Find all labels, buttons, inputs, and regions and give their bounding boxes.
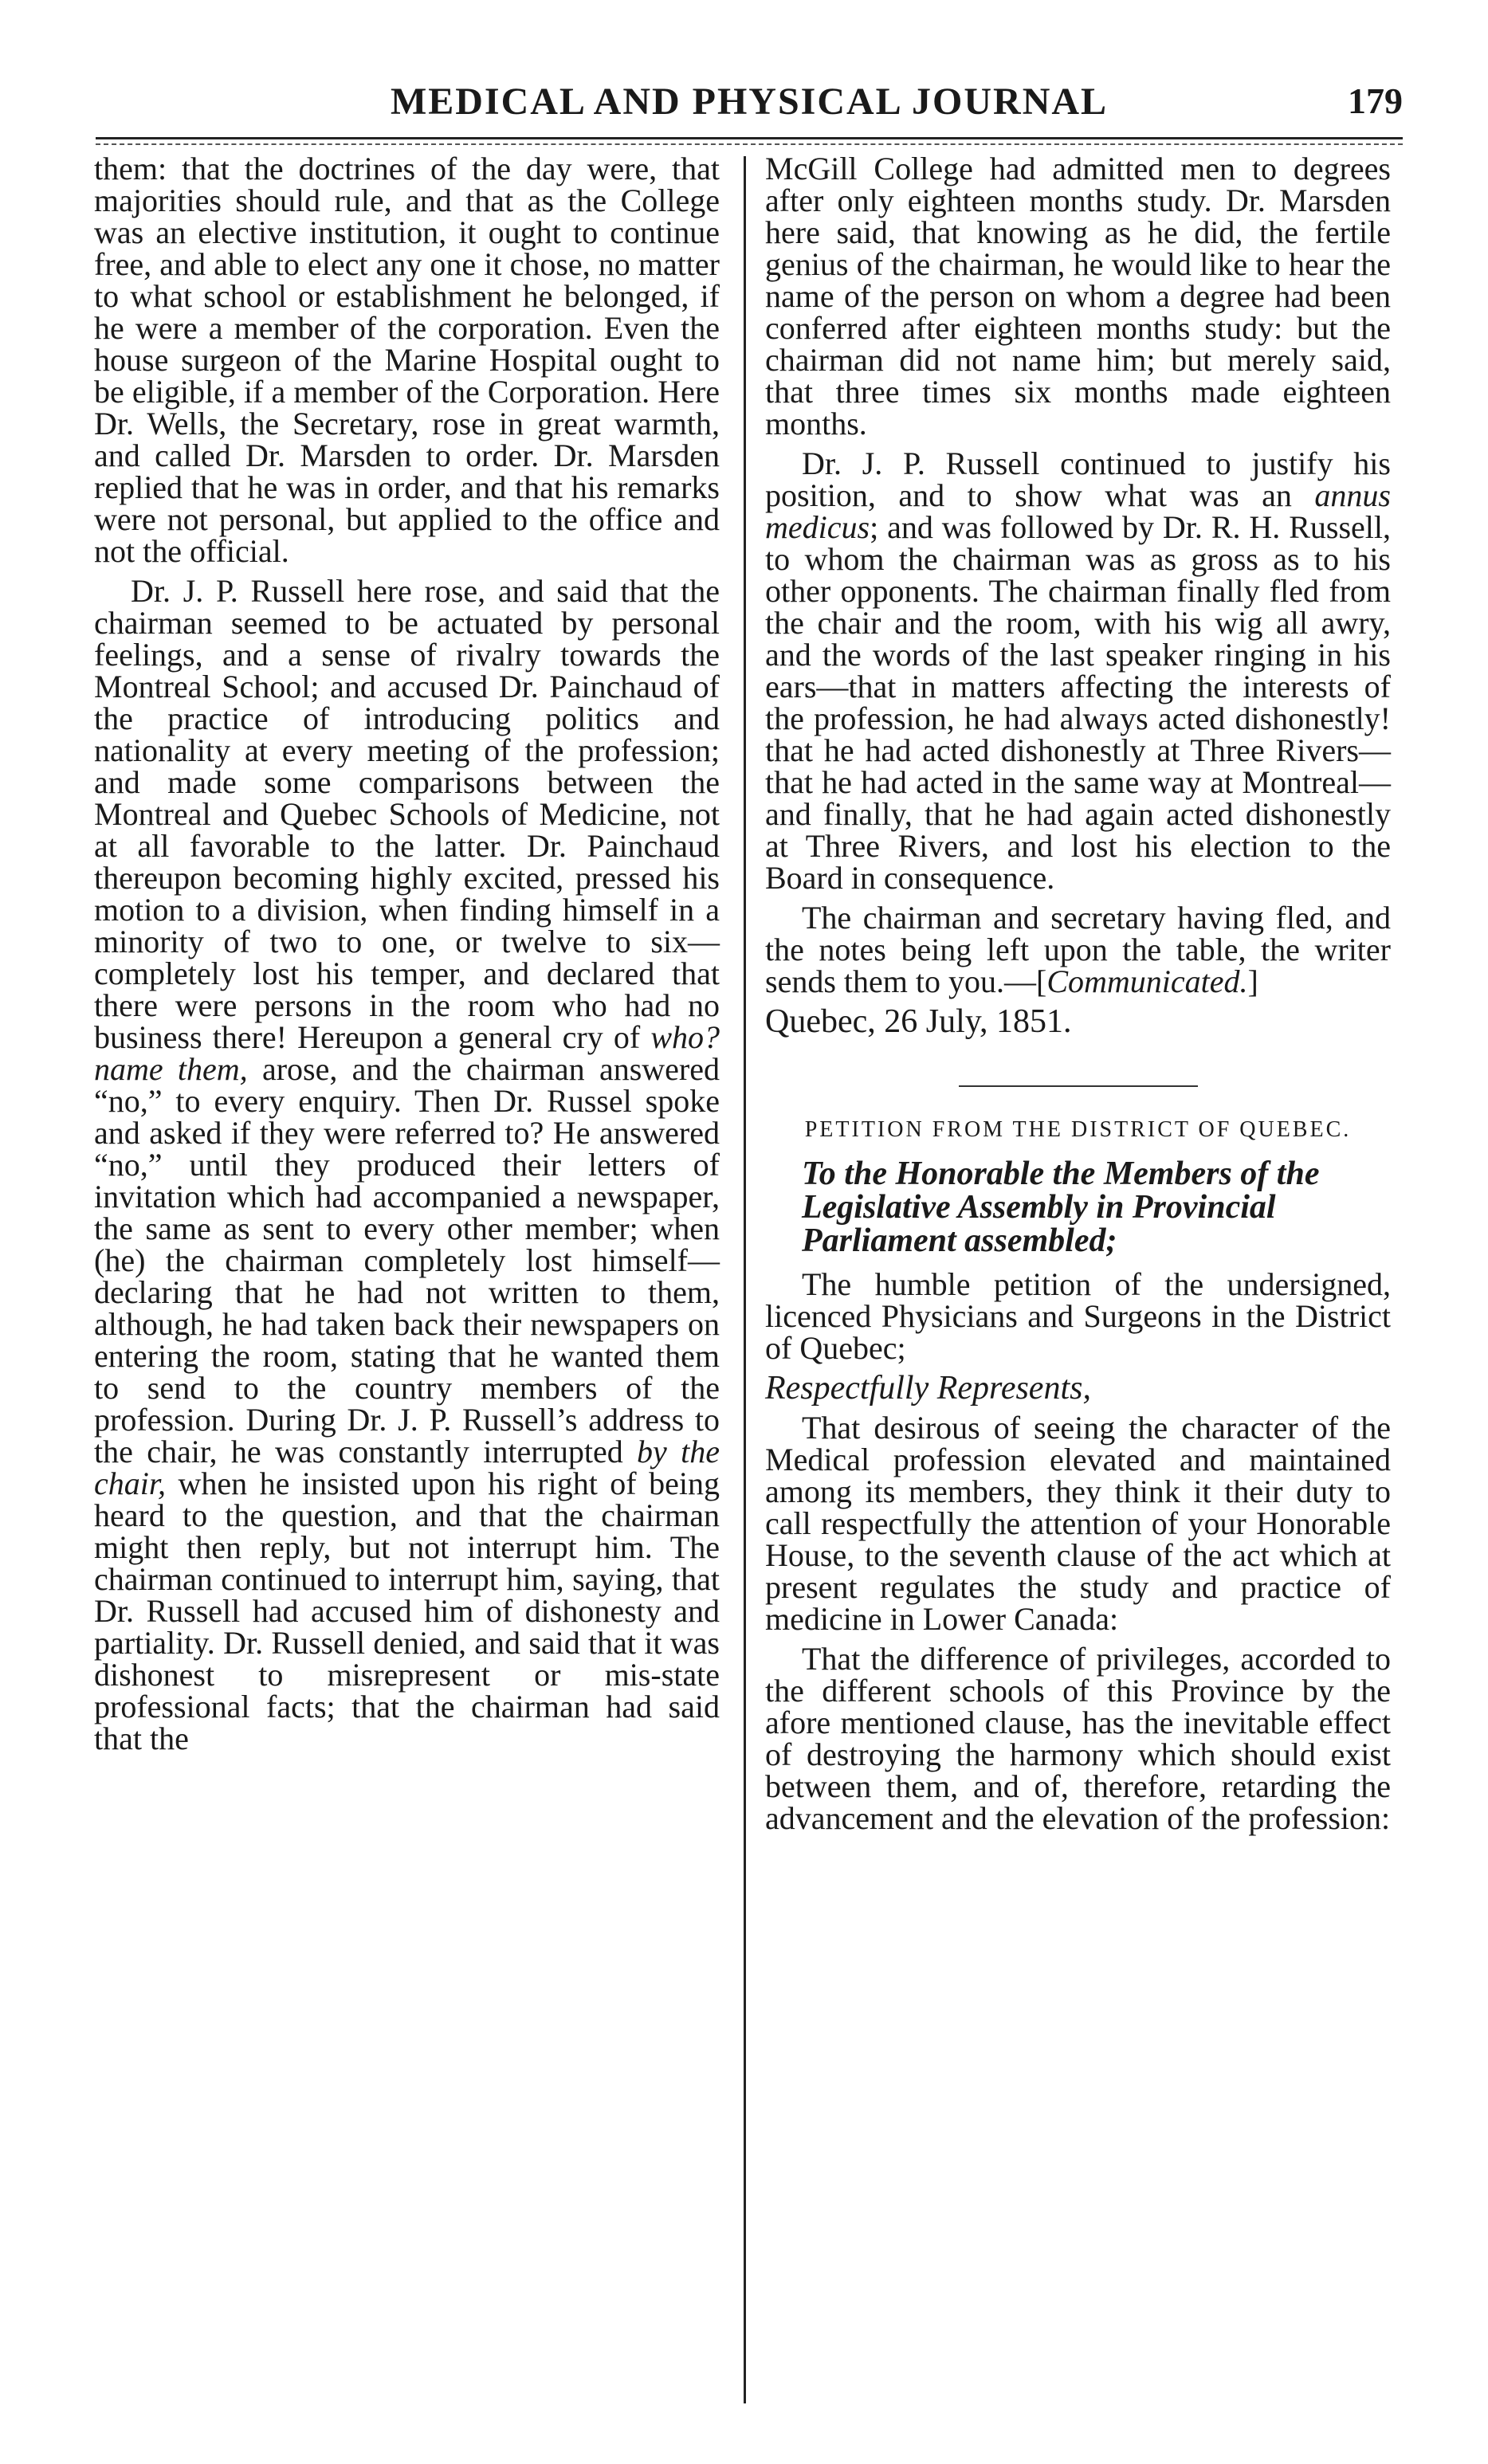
- header-rule-dashed: [96, 143, 1403, 145]
- left-paragraph-2: [94, 575, 720, 1755]
- right-p3-text-a: The chairman and secretary having fled, and the notes being left upon the table, the writer sends them to you.—[: [765, 900, 1391, 999]
- represents-line: Respectfully Represents,: [765, 1370, 1091, 1407]
- column-divider: [744, 156, 746, 2403]
- right-paragraph-5: That desirous of seeing the character of the Medical profession elevated and maintained among its members, they think it their duty to call respectfully the attention of your Honorable House, to the seventh clause of the act which at present regulates the study and practice of medicine in Lower Canada:: [765, 1410, 1391, 1637]
- right-p2-text-a: Dr. J. P. Russell continued to justify his position, and to show what was an: [765, 445, 1391, 513]
- section-rule: [959, 1085, 1198, 1087]
- left-paragraph-1: them: that the doctrines of the day were, that majorities should rule, and that as the College was an elective institution, it ought to continue free, and able to elect any one it chose, no matter to what school or establishment he belonged, if he were a member of the corporation. Even the house surgeon of the Marine Hospital ought to be eligible, if a member of the Corporation. Here Dr. Wells, the Secretary, rose in great warmth, and called Dr. Marsden to order. Dr. Marsden replied that he was in order, and that his remarks were not personal, but applied to the office and not the official.: [94, 151, 720, 569]
- left-p2-italic-2: by the chair,: [94, 1434, 720, 1501]
- left-p2-italic-1: who? name them,: [94, 1019, 720, 1087]
- right-p2-italic: annus medicus: [765, 477, 1391, 545]
- left-p2-text-a: Dr. J. P. Russell here rose, and said that the chairman seemed to be actuated by personal feelings, and a sense of rivalry towards the Montreal School; and accused Dr. Painchaud of the practice of introducing politics and nationality at every meeting of the profession; and made some comparisons between the Montreal and Quebec Schools of Medicine, not at all favorable to the latter. Dr. Painchaud thereupon becoming highly excited, pressed his motion to a division, when finding himself in a minority of two to one, or twelve to six—completely lost his temper, and declared that there were persons in the room who had no business there! Hereupon a general cry of: [94, 573, 720, 1055]
- right-p3-text-b: ]: [1247, 963, 1258, 999]
- header-rule: [96, 137, 1403, 139]
- left-p2-text-b: arose, and the chairman answered “no,” to every enquiry. Then Dr. Russel spoke and asked if they were referred to? He answered “no,” until they produced their letters of invitation which had accompanied a newspaper, the same as sent to every other member; when (he) the chairman completely lost himself—declaring that he had not written to them, although, he had taken back their newspapers on entering the room, stating that he wanted them to send to the country members of the profession. During Dr. J. P. Russell’s address to the chair, he was constantly interrupted: [94, 1051, 720, 1469]
- right-paragraph-2: [765, 445, 1391, 896]
- running-title: MEDICAL AND PHYSICAL JOURNAL: [390, 80, 1109, 123]
- dateline: Quebec, 26 July, 1851.: [765, 1003, 1072, 1040]
- left-column: [94, 153, 720, 1763]
- right-paragraph-1: McGill College had admitted men to degrees after only eighteen months study. Dr. Marsden here said, that knowing as he did, the fertile genius of the chairman, he would like to hear the name of the person on whom a degree had been conferred after eighteen months study: but the chairman did not name him; but merely said, that three times six months made eighteen months.: [765, 151, 1391, 441]
- page-number: 179: [1348, 80, 1403, 121]
- right-paragraph-3: [765, 902, 1391, 998]
- left-p2-text-c: when he insisted upon his right of being heard to the question, and that the chairman might then reply, but not interrupt him. The chairman continued to interrupt him, saying, that Dr. Russell had accused him of dishonesty and partiality. Dr. Russell denied, and said that it was dishonest to misrepresent or mis-state professional facts; that the chairman had said that the: [94, 1465, 720, 1756]
- right-column: [765, 153, 1391, 1842]
- right-p2-text-b: ; and was followed by Dr. R. H. Russell, to whom the chairman was as gross as to his other opponents. The chairman finally fled from the chair and the room, with his wig all awry, and the words of the last speaker ringing in his ears—that in matters affecting the interests of the profession, he had always acted dishonestly! that he had acted dishonestly at Three Rivers—that he had acted in the same way at Montreal—and finally, that he had again acted dishonestly at Three Rivers, and lost his election to the Board in consequence.: [765, 509, 1391, 896]
- right-paragraph-6: That the difference of privileges, accorded to the different schools of this Province by the afore mentioned clause, has the inevitable effect of destroying the harmony which should exist between them, and of, therefore, retarding the advancement and the elevation of the profession:: [765, 1641, 1391, 1836]
- petition-heading: PETITION FROM THE DISTRICT OF QUEBEC.: [804, 1117, 1352, 1142]
- right-paragraph-4: The humble petition of the undersigned, licenced Physicians and Surgeons in the District of Quebec;: [765, 1266, 1391, 1366]
- running-head: [96, 77, 1403, 132]
- petition-address: To the Honorable the Members of the Legislative Assembly in Provincial Parliament assembled;: [802, 1155, 1320, 1259]
- right-p3-italic: Communicated.: [1046, 963, 1248, 999]
